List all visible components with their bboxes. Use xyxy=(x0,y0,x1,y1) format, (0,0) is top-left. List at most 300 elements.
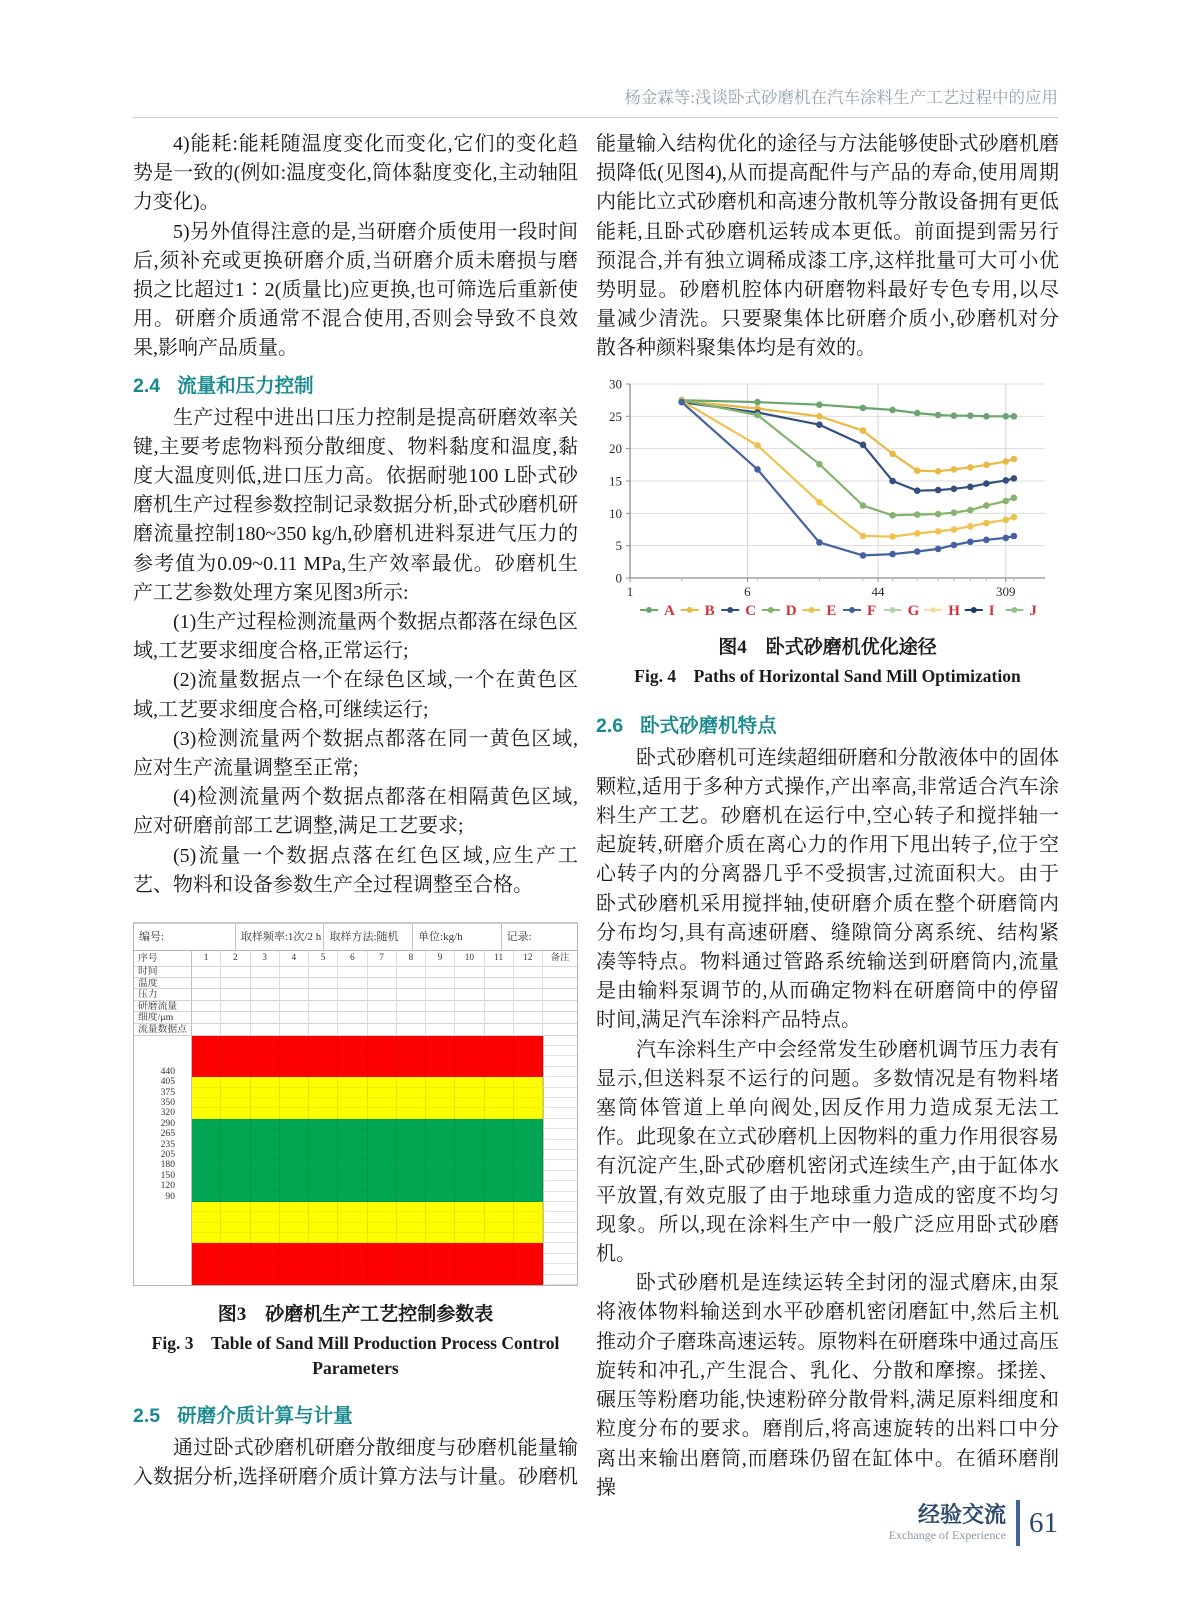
band-cell xyxy=(485,1129,514,1139)
band-cell xyxy=(514,1233,543,1243)
table-meta-cell: 记录: xyxy=(502,924,577,951)
remark-cell xyxy=(543,1036,577,1046)
table-cell xyxy=(485,1001,514,1013)
paragraph-flow-pressure: 生产过程中进出口压力控制是提高研磨效率关键,主要考虑物料预分散细度、物料黏度和温度,黏度大温度则低,进口压力高。依据耐驰100 L卧式砂磨机生产过程参数控制记录数据分析,卧式砂磨机研磨流量控制180~350 kg/h,砂磨机进料泵进气压力的参考值为0.09~0.11 MPa,生产效率最优。砂磨机生产工艺参数处理方案见图3所示: xyxy=(133,406,578,604)
svg-text:30: 30 xyxy=(609,376,622,392)
band-cell xyxy=(514,1243,543,1253)
band-cell xyxy=(514,1119,543,1129)
band-cell xyxy=(338,1264,367,1274)
row-label: 序号 xyxy=(134,951,192,967)
flow-value-label xyxy=(134,1223,192,1233)
band-cell xyxy=(192,1171,221,1181)
table-cell xyxy=(192,1012,221,1024)
band-cell xyxy=(485,1056,514,1066)
svg-text:D: D xyxy=(785,602,797,619)
flow-value-label: 90 xyxy=(134,1192,192,1202)
row-label: 温度 xyxy=(134,978,192,990)
band-cell xyxy=(485,1119,514,1129)
band-cell xyxy=(309,1212,338,1222)
band-row-yellow xyxy=(134,1202,577,1212)
band-cell xyxy=(338,1160,367,1170)
section-title: 研磨介质计算与计量 xyxy=(177,1405,353,1428)
running-head: 杨金霖等:浅谈卧式砂磨机在汽车涂料生产工艺过程中的应用 xyxy=(133,84,1058,118)
band-cell xyxy=(338,1067,367,1077)
table-cell xyxy=(368,966,397,978)
band-row-yellow xyxy=(134,1077,577,1087)
flow-value-label: 320 xyxy=(134,1108,192,1118)
band-cell xyxy=(455,1056,484,1066)
band-cell xyxy=(221,1056,250,1066)
table-cell xyxy=(338,1001,367,1013)
band-cell xyxy=(514,1129,543,1139)
band-cell xyxy=(397,1264,426,1274)
svg-text:10: 10 xyxy=(609,505,622,521)
remark-cell xyxy=(543,1108,577,1118)
table-cell xyxy=(426,1024,455,1036)
band-cell xyxy=(192,1160,221,1170)
table-cell xyxy=(455,978,484,990)
band-cell xyxy=(309,1056,338,1066)
flow-value-label: 265 xyxy=(134,1129,192,1139)
table-cell xyxy=(455,989,484,1001)
band-cell xyxy=(280,1160,309,1170)
band-cell xyxy=(397,1192,426,1202)
paragraph-features: 卧式砂磨机可连续超细研磨和分散液体中的固体颗粒,适用于多种方式操作,产出率高,非常适合汽车涂料生产工艺。砂磨机在运行中,空心转子和搅拌轴一起旋转,研磨介质在离心力的作用下甩出转子,位于空心转子内的分离器几乎不受损害,过流面积大。由于卧式砂磨机采用搅拌轴,使研磨介质在整个研磨筒内分布均匀,具有高速研磨、缝隙筒分离系统、结构紧凑等特点。物料通过管路系统输送到研磨筒内,流量是由输料泵调节的,从而确定物料在研磨筒中的停留时间,满足汽车涂料产品特点。 xyxy=(596,746,1059,1032)
band-cell xyxy=(426,1036,455,1046)
flow-value-label: 440 xyxy=(134,1067,192,1077)
table-row xyxy=(134,1024,577,1036)
table-cell xyxy=(251,1024,280,1036)
band-cell xyxy=(251,1129,280,1139)
footer-label-en: Exchange of Experience xyxy=(888,1528,1006,1542)
band-cell xyxy=(455,1212,484,1222)
band-cell xyxy=(485,1088,514,1098)
table-cell xyxy=(192,1024,221,1036)
band-cell xyxy=(455,1264,484,1274)
band-cell xyxy=(514,1108,543,1118)
band-row-yellow xyxy=(134,1088,577,1098)
svg-text:G: G xyxy=(907,602,920,619)
band-cell xyxy=(368,1088,397,1098)
band-cell xyxy=(221,1171,250,1181)
figure-4-caption xyxy=(596,634,1059,689)
table-cell xyxy=(221,966,250,978)
band-cell xyxy=(485,1275,514,1285)
flow-value-label: 375 xyxy=(134,1088,192,1098)
process-control-parameter-table xyxy=(133,922,578,1286)
band-cell xyxy=(368,1171,397,1181)
table-cell xyxy=(280,966,309,978)
band-cell xyxy=(338,1171,367,1181)
band-cell xyxy=(221,1098,250,1108)
band-cell xyxy=(338,1036,367,1046)
table-cell xyxy=(192,989,221,1001)
band-row-green xyxy=(134,1140,577,1150)
table-cell xyxy=(514,978,543,990)
band-cell xyxy=(251,1056,280,1066)
table-meta-row xyxy=(134,924,577,951)
remark-cell xyxy=(543,1056,577,1066)
band-cell xyxy=(455,1160,484,1170)
band-cell xyxy=(455,1129,484,1139)
footer-label-zh: 经验交流 xyxy=(917,1502,1006,1527)
paragraph-media-calc: 通过卧式砂磨机研磨分散细度与砂磨机能量输入数据分析,选择研磨介质计算方法与计量。砂磨机 xyxy=(133,1437,578,1489)
band-cell xyxy=(280,1098,309,1108)
table-cell xyxy=(192,1001,221,1013)
flow-value-label xyxy=(134,1233,192,1243)
remark-cell xyxy=(543,1088,577,1098)
table-cell: 9 xyxy=(426,951,455,967)
table-cell: 7 xyxy=(368,951,397,967)
band-cell xyxy=(280,1223,309,1233)
band-cell xyxy=(397,1181,426,1191)
band-cell xyxy=(221,1088,250,1098)
band-row-yellow xyxy=(134,1233,577,1243)
remark-cell xyxy=(543,1223,577,1233)
band-cell xyxy=(192,1108,221,1118)
flow-value-label: 235 xyxy=(134,1140,192,1150)
remark-cell xyxy=(543,1077,577,1087)
band-cell xyxy=(251,1202,280,1212)
figure-3-caption-en: Fig. 3 Table of Sand Mill Production Process Control Parameters xyxy=(151,1333,560,1379)
svg-text:J: J xyxy=(1029,602,1037,619)
svg-text:15: 15 xyxy=(609,473,622,489)
table-cell xyxy=(280,1024,309,1036)
band-cell xyxy=(309,1275,338,1285)
remark-cell xyxy=(543,1140,577,1150)
band-cell xyxy=(397,1223,426,1233)
band-cell xyxy=(426,1129,455,1139)
table-cell xyxy=(485,989,514,1001)
band-cell xyxy=(251,1160,280,1170)
band-cell xyxy=(426,1171,455,1181)
band-row-green xyxy=(134,1119,577,1129)
band-cell xyxy=(251,1150,280,1160)
band-row-green xyxy=(134,1181,577,1191)
band-cell xyxy=(485,1181,514,1191)
page-footer xyxy=(889,1500,1058,1546)
table-cell: 6 xyxy=(338,951,367,967)
remark-cell xyxy=(543,1181,577,1191)
table-cell xyxy=(309,1001,338,1013)
table-cell xyxy=(397,1024,426,1036)
band-cell xyxy=(485,1264,514,1274)
band-cell xyxy=(221,1077,250,1087)
band-cell xyxy=(338,1212,367,1222)
band-cell xyxy=(397,1254,426,1264)
section-title: 卧式砂磨机特点 xyxy=(640,714,777,737)
flow-value-label xyxy=(134,1275,192,1285)
band-cell xyxy=(192,1140,221,1150)
table-cell xyxy=(397,989,426,1001)
remark-cell xyxy=(543,1171,577,1181)
remark-cell xyxy=(543,1254,577,1264)
band-cell xyxy=(426,1202,455,1212)
band-cell xyxy=(397,1108,426,1118)
section-number: 2.5 xyxy=(133,1405,161,1428)
band-cell xyxy=(221,1160,250,1170)
table-cell xyxy=(368,1001,397,1013)
table-cell xyxy=(221,989,250,1001)
band-cell xyxy=(338,1150,367,1160)
remark-cell xyxy=(543,1067,577,1077)
band-cell xyxy=(426,1077,455,1087)
band-cell xyxy=(426,1275,455,1285)
flow-value-label xyxy=(134,1264,192,1274)
band-row-red xyxy=(134,1067,577,1077)
band-cell xyxy=(514,1046,543,1056)
band-cell xyxy=(426,1108,455,1118)
band-cell xyxy=(221,1223,250,1233)
band-cell xyxy=(221,1036,250,1046)
band-cell xyxy=(221,1140,250,1150)
band-cell xyxy=(338,1077,367,1087)
band-cell xyxy=(280,1036,309,1046)
band-cell xyxy=(280,1202,309,1212)
band-cell xyxy=(280,1233,309,1243)
band-cell xyxy=(338,1140,367,1150)
remark-cell xyxy=(543,1212,577,1222)
band-cell xyxy=(192,1077,221,1087)
band-cell xyxy=(309,1067,338,1077)
band-cell xyxy=(397,1088,426,1098)
band-cell xyxy=(338,1119,367,1129)
table-cell xyxy=(514,1001,543,1013)
band-cell xyxy=(397,1119,426,1129)
band-row-green xyxy=(134,1171,577,1181)
band-cell xyxy=(309,1088,338,1098)
table-row xyxy=(134,966,577,978)
band-cell xyxy=(280,1264,309,1274)
band-cell xyxy=(192,1192,221,1202)
table-meta-cell: 取样方法:随机 xyxy=(324,924,413,951)
band-cell xyxy=(309,1181,338,1191)
band-cell xyxy=(280,1108,309,1118)
table-cell xyxy=(485,978,514,990)
svg-text:I: I xyxy=(988,602,995,619)
remark-cell xyxy=(543,1264,577,1274)
section-heading-2-6 xyxy=(596,713,1059,739)
band-cell xyxy=(192,1150,221,1160)
band-cell xyxy=(251,1046,280,1056)
band-cell xyxy=(251,1181,280,1191)
band-cell xyxy=(192,1098,221,1108)
section-heading-2-4 xyxy=(133,373,578,399)
band-cell xyxy=(251,1223,280,1233)
band-cell xyxy=(251,1067,280,1077)
band-cell xyxy=(397,1243,426,1253)
paragraph-energy: 4)能耗:能耗随温度变化而变化,它们的变化趋势是一致的(例如:温度变化,筒体黏度变化,主动轴阻力变化)。 xyxy=(133,133,578,214)
band-cell xyxy=(368,1223,397,1233)
table-cell: 12 xyxy=(514,951,543,967)
table-meta-cell: 取样频率:1次/2 h xyxy=(236,924,325,951)
band-cell xyxy=(514,1036,543,1046)
list-item-2: (2)流量数据点一个在绿色区域,一个在黄色区域,工艺要求细度合格,可继续运行; xyxy=(133,669,578,721)
table-cell: 11 xyxy=(485,951,514,967)
band-cell xyxy=(426,1212,455,1222)
table-row xyxy=(134,951,577,966)
table-cell: 2 xyxy=(221,951,250,967)
band-cell xyxy=(514,1150,543,1160)
remark-cell xyxy=(543,1275,577,1285)
remark-cell xyxy=(543,1012,577,1024)
band-cell xyxy=(455,1067,484,1077)
band-cell xyxy=(485,1098,514,1108)
band-cell xyxy=(338,1233,367,1243)
table-cell xyxy=(309,978,338,990)
band-cell xyxy=(280,1212,309,1222)
band-cell xyxy=(426,1067,455,1077)
band-cell xyxy=(514,1192,543,1202)
band-cell xyxy=(485,1233,514,1243)
table-cell xyxy=(280,1012,309,1024)
band-cell xyxy=(192,1036,221,1046)
band-cell xyxy=(368,1243,397,1253)
band-cell xyxy=(192,1056,221,1066)
band-cell xyxy=(338,1108,367,1118)
band-cell xyxy=(280,1129,309,1139)
band-cell xyxy=(514,1223,543,1233)
band-cell xyxy=(426,1181,455,1191)
row-label: 研磨流量 xyxy=(134,1001,192,1013)
band-cell xyxy=(397,1171,426,1181)
table-cell xyxy=(514,966,543,978)
band-cell xyxy=(338,1192,367,1202)
band-cell xyxy=(280,1254,309,1264)
band-cell xyxy=(280,1181,309,1191)
table-cell xyxy=(426,1001,455,1013)
band-cell xyxy=(192,1119,221,1129)
band-cell xyxy=(251,1192,280,1202)
band-cell xyxy=(514,1171,543,1181)
band-cell xyxy=(192,1067,221,1077)
band-cell xyxy=(514,1254,543,1264)
figure-3-caption-zh: 图3 砂磨机生产工艺控制参数表 xyxy=(217,1304,494,1326)
band-cell xyxy=(221,1192,250,1202)
svg-text:C: C xyxy=(745,602,757,619)
band-cell xyxy=(368,1108,397,1118)
band-row-green xyxy=(134,1160,577,1170)
band-cell xyxy=(397,1140,426,1150)
table-meta-cell: 单位:kg/h xyxy=(413,924,502,951)
band-cell xyxy=(485,1067,514,1077)
band-cell xyxy=(309,1150,338,1160)
table-cell: 1 xyxy=(192,951,221,967)
table-cell xyxy=(455,1024,484,1036)
paragraph-pressure-issue: 汽车涂料生产中会经常发生砂磨机调节压力表有显示,但送料泵不运行的问题。多数情况是有物料堵塞筒体管道上单向阀处,因反作用力造成泵无法工作。此现象在立式砂磨机上因物料的重力作用很容易有沉淀产生,卧式砂磨机密闭式连续生产,由于缸体水平放置,有效克服了由于地球重力造成的密度不均匀现象。所以,现在涂料生产中一般广泛应用卧式砂磨机。 xyxy=(596,1038,1059,1266)
flow-value-label xyxy=(134,1046,192,1056)
band-cell xyxy=(397,1098,426,1108)
band-cell xyxy=(192,1254,221,1264)
band-cell xyxy=(426,1088,455,1098)
table-cell xyxy=(251,989,280,1001)
band-cell xyxy=(251,1171,280,1181)
table-cell xyxy=(455,966,484,978)
band-cell xyxy=(455,1108,484,1118)
band-cell xyxy=(338,1181,367,1191)
figure-4-caption-en: Fig. 4 Paths of Horizontal Sand Mill Optimization xyxy=(634,665,1021,686)
band-cell xyxy=(455,1140,484,1150)
band-cell xyxy=(485,1254,514,1264)
svg-text:A: A xyxy=(664,602,675,619)
band-cell xyxy=(485,1223,514,1233)
band-cell xyxy=(338,1129,367,1139)
flow-value-label xyxy=(134,1056,192,1066)
band-cell xyxy=(280,1192,309,1202)
band-cell xyxy=(338,1088,367,1098)
remark-cell xyxy=(543,1243,577,1253)
band-cell xyxy=(309,1077,338,1087)
band-cell xyxy=(426,1192,455,1202)
band-cell xyxy=(397,1150,426,1160)
band-cell xyxy=(485,1108,514,1118)
section-number: 2.4 xyxy=(133,374,161,397)
band-cell xyxy=(514,1098,543,1108)
band-cell xyxy=(192,1275,221,1285)
band-cell xyxy=(514,1264,543,1274)
figure-3 xyxy=(133,922,578,1381)
row-label: 压力 xyxy=(134,989,192,1001)
band-cell xyxy=(221,1275,250,1285)
band-cell xyxy=(251,1119,280,1129)
band-cell xyxy=(192,1129,221,1139)
band-cell xyxy=(192,1233,221,1243)
band-cell xyxy=(397,1056,426,1066)
table-cell xyxy=(251,978,280,990)
flow-value-label: 290 xyxy=(134,1119,192,1129)
band-cell xyxy=(514,1181,543,1191)
band-cell xyxy=(485,1202,514,1212)
band-cell xyxy=(309,1160,338,1170)
band-cell xyxy=(426,1119,455,1129)
band-cell xyxy=(309,1129,338,1139)
band-cell xyxy=(221,1212,250,1222)
remark-cell xyxy=(543,1024,577,1036)
band-cell xyxy=(368,1129,397,1139)
band-cell xyxy=(455,1046,484,1056)
band-cell xyxy=(309,1243,338,1253)
svg-text:5: 5 xyxy=(615,537,622,553)
table-cell xyxy=(309,1024,338,1036)
band-cell xyxy=(251,1233,280,1243)
band-cell xyxy=(280,1243,309,1253)
band-cell xyxy=(426,1098,455,1108)
band-cell xyxy=(338,1254,367,1264)
band-cell xyxy=(485,1150,514,1160)
band-row-red xyxy=(134,1056,577,1066)
table-cell xyxy=(309,1012,338,1024)
band-cell xyxy=(514,1140,543,1150)
flow-value-label xyxy=(134,1243,192,1253)
table-cell xyxy=(485,1024,514,1036)
svg-text:6: 6 xyxy=(744,583,751,599)
band-cell xyxy=(338,1223,367,1233)
band-cell xyxy=(221,1233,250,1243)
band-cell xyxy=(514,1077,543,1087)
table-cell xyxy=(426,1012,455,1024)
remark-cell xyxy=(543,1046,577,1056)
band-row-red xyxy=(134,1254,577,1264)
band-cell xyxy=(221,1254,250,1264)
band-cell xyxy=(368,1119,397,1129)
band-cell xyxy=(368,1212,397,1222)
band-row-yellow xyxy=(134,1098,577,1108)
flow-value-label: 180 xyxy=(134,1160,192,1170)
table-cell xyxy=(309,966,338,978)
table-cell xyxy=(338,989,367,1001)
band-cell xyxy=(426,1243,455,1253)
band-cell xyxy=(426,1264,455,1274)
